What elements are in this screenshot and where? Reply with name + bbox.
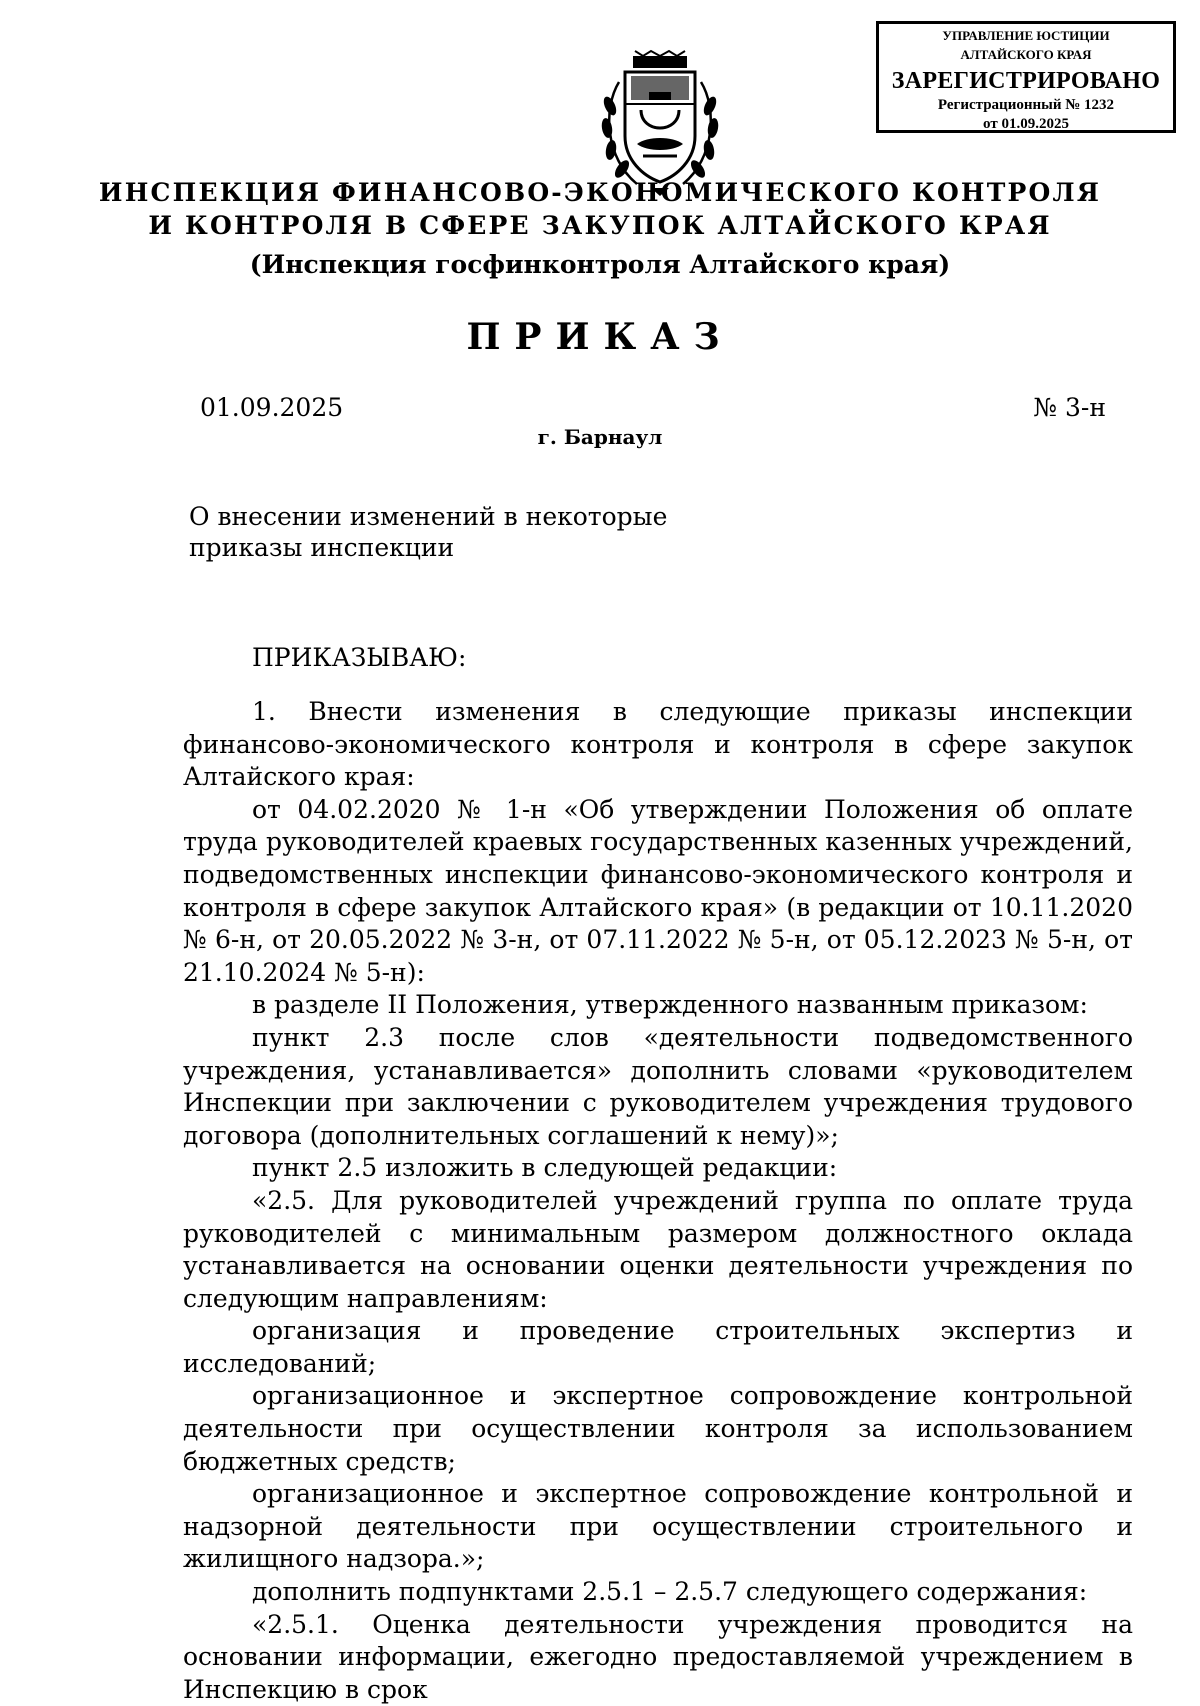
registration-stamp	[876, 21, 1176, 133]
header-line-2: И КОНТРОЛЯ В СФЕРЕ ЗАКУПОК АЛТАЙСКОГО КРАЯ	[148, 211, 1052, 240]
paragraph: пункт 2.5 изложить в следующей редакции:	[252, 1153, 838, 1183]
document-date: 01.09.2025	[200, 393, 344, 422]
document-number: № 3-н	[1033, 393, 1106, 422]
paragraph: организация и проведение строительных экспертиз и исследований;	[183, 1316, 1133, 1378]
document-subject	[189, 501, 667, 563]
paragraph: от 04.02.2020 № 1-н «Об утверждении Положения об оплате труда руководителей краевых государственных казенных учреждений, подведомственных инспекции финансово-экономического контроля и контроля в сфере закупок Алтайского края» (в редакции от 10.11.2020 № 6-н, от 20.05.2022 № 3-н, от 07.11.2022 № 5-н, от 05.12.2023 № 5-н, от 21.10.2024 № 5-н):	[183, 794, 1133, 987]
stamp-department-line1: УПРАВЛЕНИЕ ЮСТИЦИИ	[942, 28, 1110, 43]
paragraph: организационное и экспертное сопровождение контрольной деятельности при осуществлении контроля за использованием бюджетных средств;	[183, 1381, 1133, 1476]
stamp-department-line2: АЛТАЙСКОГО КРАЯ	[960, 47, 1092, 62]
header-short-name: (Инспекция госфинконтроля Алтайского края)	[249, 250, 951, 279]
document-type-title: ПРИКАЗ	[466, 316, 734, 358]
command-word: ПРИКАЗЫВАЮ:	[252, 643, 467, 672]
paragraph: «2.5. Для руководителей учреждений группа по оплате труда руководителей с минимальным размером должностного оклада устанавливается на основании оценки деятельности учреждения по следующим направлениям:	[183, 1185, 1133, 1313]
paragraph: дополнить подпунктами 2.5.1 – 2.5.7 следующего содержания:	[252, 1577, 1088, 1607]
subject-line-2: приказы инспекции	[189, 533, 455, 562]
paragraph: 1. Внести изменения в следующие приказы инспекции финансово-экономического контроля и контроля в сфере закупок Алтайского края:	[183, 697, 1133, 792]
stamp-status: ЗАРЕГИСТРИРОВАНО	[891, 68, 1161, 94]
paragraph: организационное и экспертное сопровождение контрольной и надзорной деятельности при осуществлении строительного и жилищного надзора.»;	[183, 1479, 1133, 1574]
stamp-reg-date: от 01.09.2025	[983, 116, 1069, 132]
paragraph: «2.5.1. Оценка деятельности учреждения проводится на основании информации, ежегодно предоставляемой учреждением в Инспекцию в срок	[183, 1609, 1133, 1704]
document-body	[183, 696, 1133, 1706]
paragraph: в разделе II Положения, утвержденного названным приказом:	[252, 990, 1088, 1020]
subject-line-1: О внесении изменений в некоторые	[189, 502, 668, 531]
stamp-reg-number: Регистрационный № 1232	[937, 97, 1115, 113]
header-line-1: ИНСПЕКЦИЯ ФИНАНСОВО-ЭКОНОМИЧЕСКОГО КОНТРОЛЯ	[98, 178, 1102, 207]
city: г. Барнаул	[537, 425, 663, 449]
paragraph: пункт 2.3 после слов «деятельности подведомственного учреждения, устанавливается» дополнить словами «руководителем Инспекции при заключении с руководителем учреждения трудового договора (дополнительных соглашений к нему)»;	[183, 1022, 1133, 1150]
